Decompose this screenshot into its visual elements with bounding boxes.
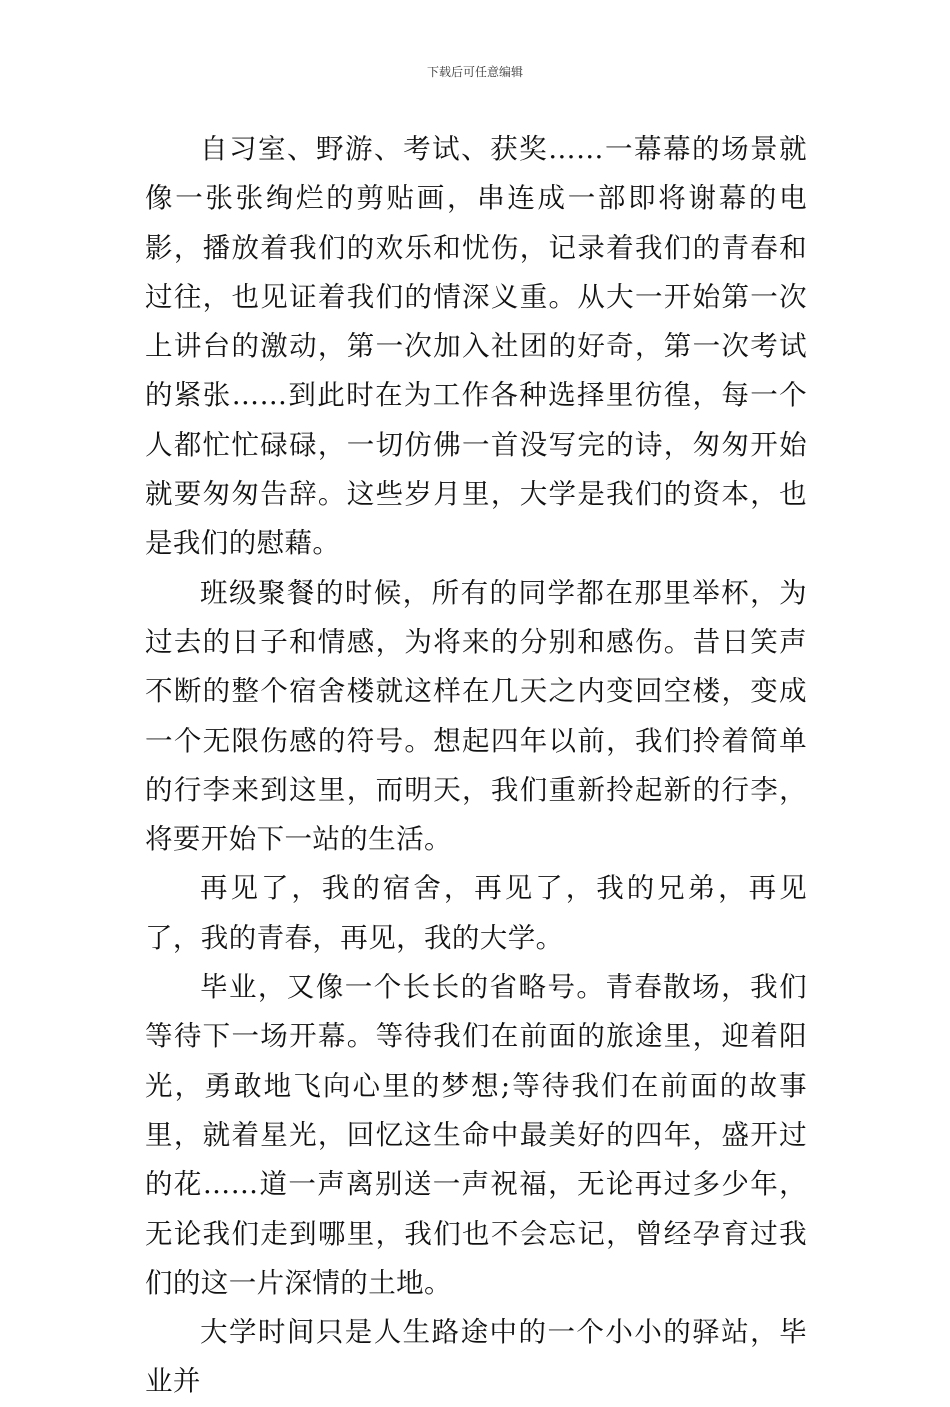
paragraph: 毕业，又像一个长长的省略号。青春散场，我们等待下一场开幕。等待我们在前面的旅途里，迎着阳光，勇敢地飞向心里的梦想;等待我们在前面的故事里，就着星光，回忆这生命中最美好的四年，盛开过的花……道一声离别送一声祝福，无论再过多少年，无论我们走到哪里，我们也不会忘记，曾经孕育过我们的这一片深情的土地。 xyxy=(145,971,807,1299)
paragraph: 大学时间只是人生路途中的一个小小的驿站，毕业并 xyxy=(145,1316,807,1398)
paragraph: 再见了，我的宿舍，再见了，我的兄弟，再见了，我的青春，再见，我的大学。 xyxy=(145,872,807,954)
paragraph: 班级聚餐的时候，所有的同学都在那里举杯，为过去的日子和情感，为将来的分别和感伤。昔日笑声不断的整个宿舍楼就这样在几天之内变回空楼，变成一个无限伤感的符号。想起四年以前，我们拎着简单的行李来到这里，而明天，我们重新拎起新的行李，将要开始下一站的生活。 xyxy=(145,576,807,856)
page-header: 下载后可任意编辑 xyxy=(426,65,523,79)
paragraph: 自习室、野游、考试、获奖……一幕幕的场景就像一张张绚烂的剪贴画，串连成一部即将谢幕的电影，播放着我们的欢乐和忧伤，记录着我们的青春和过往，也见证着我们的情深义重。从大一开始第一次上讲台的激动，第一次加入社团的好奇，第一次考试的紧张……到此时在为工作各种选择里彷徨，每一个人都忙忙碌碌，一切仿佛一首没写完的诗，匆匆开始就要匆匆告辞。这些岁月里，大学是我们的资本，也是我们的慰藉。 xyxy=(145,133,807,560)
document-body xyxy=(145,125,807,1407)
